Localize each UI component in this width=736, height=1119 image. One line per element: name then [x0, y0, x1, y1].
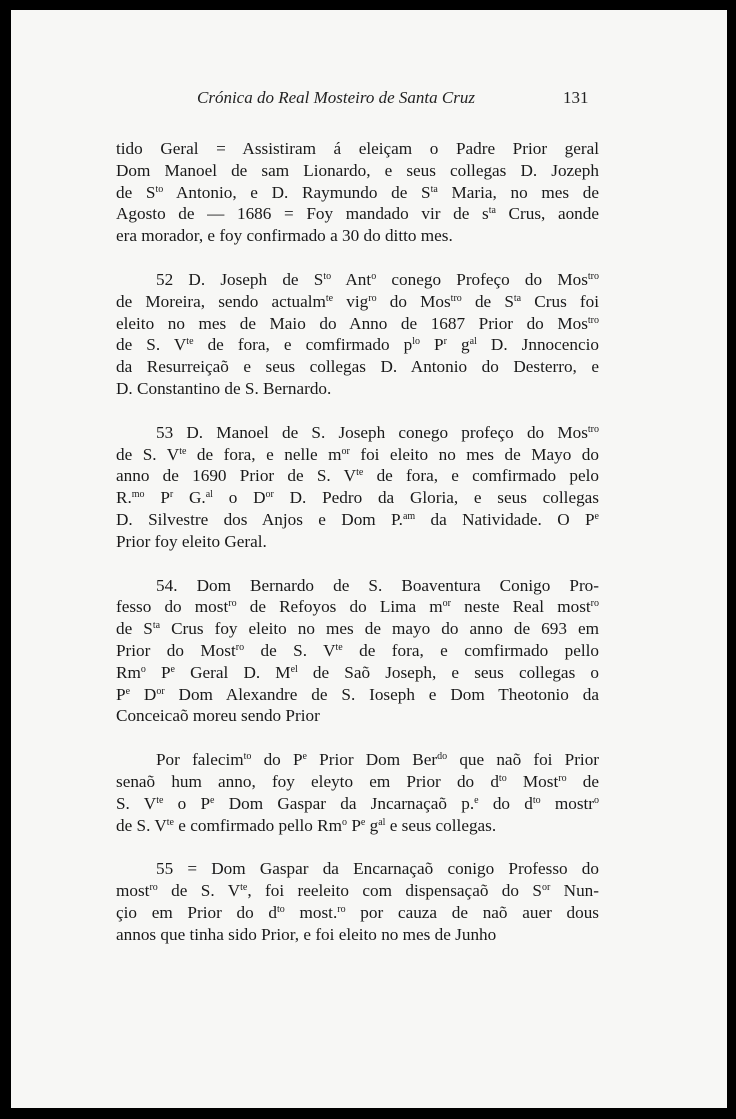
- text-line: tido Geral = Assistiram á eleiçam o Padre Prior geral: [116, 139, 599, 158]
- text-line: Prior foy eleito Geral.: [116, 531, 267, 551]
- text-line: annos que tinha sido Prior, e foi eleito no mes de Junho: [116, 924, 497, 944]
- text-line: de $S^{ta}$ Crus foy eleito no mes de mayo do anno de 693 em: [116, 619, 599, 639]
- text-line: da Resurreiçaõ e seus collegas D. Antonio do Desterro, e: [116, 357, 599, 377]
- text-line: anno de 1690 Prior de S. $V^{te}$ de fora, e comfirmado pelo: [116, 466, 599, 486]
- text-line: de Moreira, sendo actualm$^{te}$ vig$^{ro}$ do Mos$^{tro}$ de $S^{ta}$ Crus foi: [116, 291, 600, 311]
- text-line: Por falecim$^{to}$ do $P^e$ Prior Dom Ber$^{do}$ que naõ foi Prior: [156, 750, 600, 770]
- text-line: de S. $V^{te}$ e comfirmado pello Rm$^o$ $P^e$ $g^{al}$ e seus collegas.: [116, 815, 497, 835]
- running-title: Crónica do Real Mosteiro de Santa Cruz: [197, 88, 475, 107]
- paragraph: [116, 575, 599, 728]
- body-text: [116, 138, 599, 968]
- paragraph: [116, 138, 599, 247]
- paragraph: [116, 422, 599, 553]
- paragraph: [116, 269, 599, 400]
- text-line: de S. $V^{te}$ de fora, e nelle $m^{or}$ foi eleito no mes de Mayo do: [116, 444, 599, 464]
- text-line: de S. $V^{te}$ de fora, e comfirmado $p^{lo}$ $P^r$ $g^{al}$ D. Jnnocencio: [116, 335, 599, 355]
- text-line: D. Silvestre dos Anjos e Dom P.$^{am}$ da Natividade. O $P^e$: [116, 509, 599, 529]
- text-line: Rm$^o$ $P^e$ Geral D. $M^{el}$ de Saõ Joseph, e seus collegas o: [116, 662, 599, 682]
- text-line: 54. Dom Bernardo de S. Boaventura Conigo Pro-: [156, 575, 599, 595]
- running-header: [11, 88, 727, 112]
- text-line: eleito no mes de Maio do Anno de 1687 Prior do Mos$^{tro}$: [116, 313, 599, 333]
- text-line: 52 D. Joseph de $S^{to}$ Ant$^o$ conego Profeço do Mos$^{tro}$: [156, 269, 600, 289]
- text-line: Agosto de — 1686 = Foy mandado vir de $s^{ta}$ Crus, aonde: [116, 204, 599, 224]
- text-line: Prior do Most$^{ro}$ de S. $V^{te}$ de fora, e comfirmado pello: [116, 640, 599, 660]
- text-line: senaõ hum anno, foy eleyto em Prior do $d^{to}$ Most$^{ro}$ de: [116, 771, 599, 791]
- text-line: S. $V^{te}$ o $P^e$ Dom Gaspar da Jncarnaçaõ p.$^e$ do $d^{to}$ mostr$^o$: [116, 793, 600, 813]
- page-number: 131: [563, 88, 589, 107]
- text-line: $P^e$ $D^{or}$ Dom Alexandre de S. Ioseph e Dom Theotonio da: [116, 684, 599, 704]
- book-page: [11, 10, 727, 1108]
- text-line: R.$^{mo}$ $P^r$ G.$^{al}$ o $D^{or}$ D. Pedro da Gloria, e seus collegas: [116, 488, 599, 508]
- text-line: Dom Manoel de sam Lionardo, e seus collegas D. Jozeph: [116, 160, 599, 180]
- text-line: D. Constantino de S. Bernardo.: [116, 378, 332, 398]
- text-line: era morador, e foy confirmado a 30 do ditto mes.: [116, 226, 453, 246]
- text-line: 55 = Dom Gaspar da Encarnaçaõ conigo Professo do: [156, 859, 599, 879]
- text-line: 53 D. Manoel de S. Joseph conego profeço do Mos$^{tro}$: [156, 422, 599, 442]
- text-line: çio em Prior do $d^{to}$ most.$^{ro}$ por cauza de naõ auer dous: [116, 902, 599, 922]
- paragraph: [116, 858, 599, 945]
- text-line: Conceicaõ moreu sendo Prior: [116, 706, 320, 726]
- text-line: most$^{ro}$ de S. $V^{te}$, foi reeleito com dispensaçaõ do $S^{or}$ Nun-: [116, 881, 599, 901]
- text-line: de $S^{to}$ Antonio, e D. Raymundo de $S^{ta}$ Maria, no mes de: [116, 182, 599, 202]
- text-line: fesso do most$^{ro}$ de Refoyos do Lima $m^{or}$ neste Real most$^{ro}$: [116, 597, 599, 617]
- paragraph: [116, 749, 599, 836]
